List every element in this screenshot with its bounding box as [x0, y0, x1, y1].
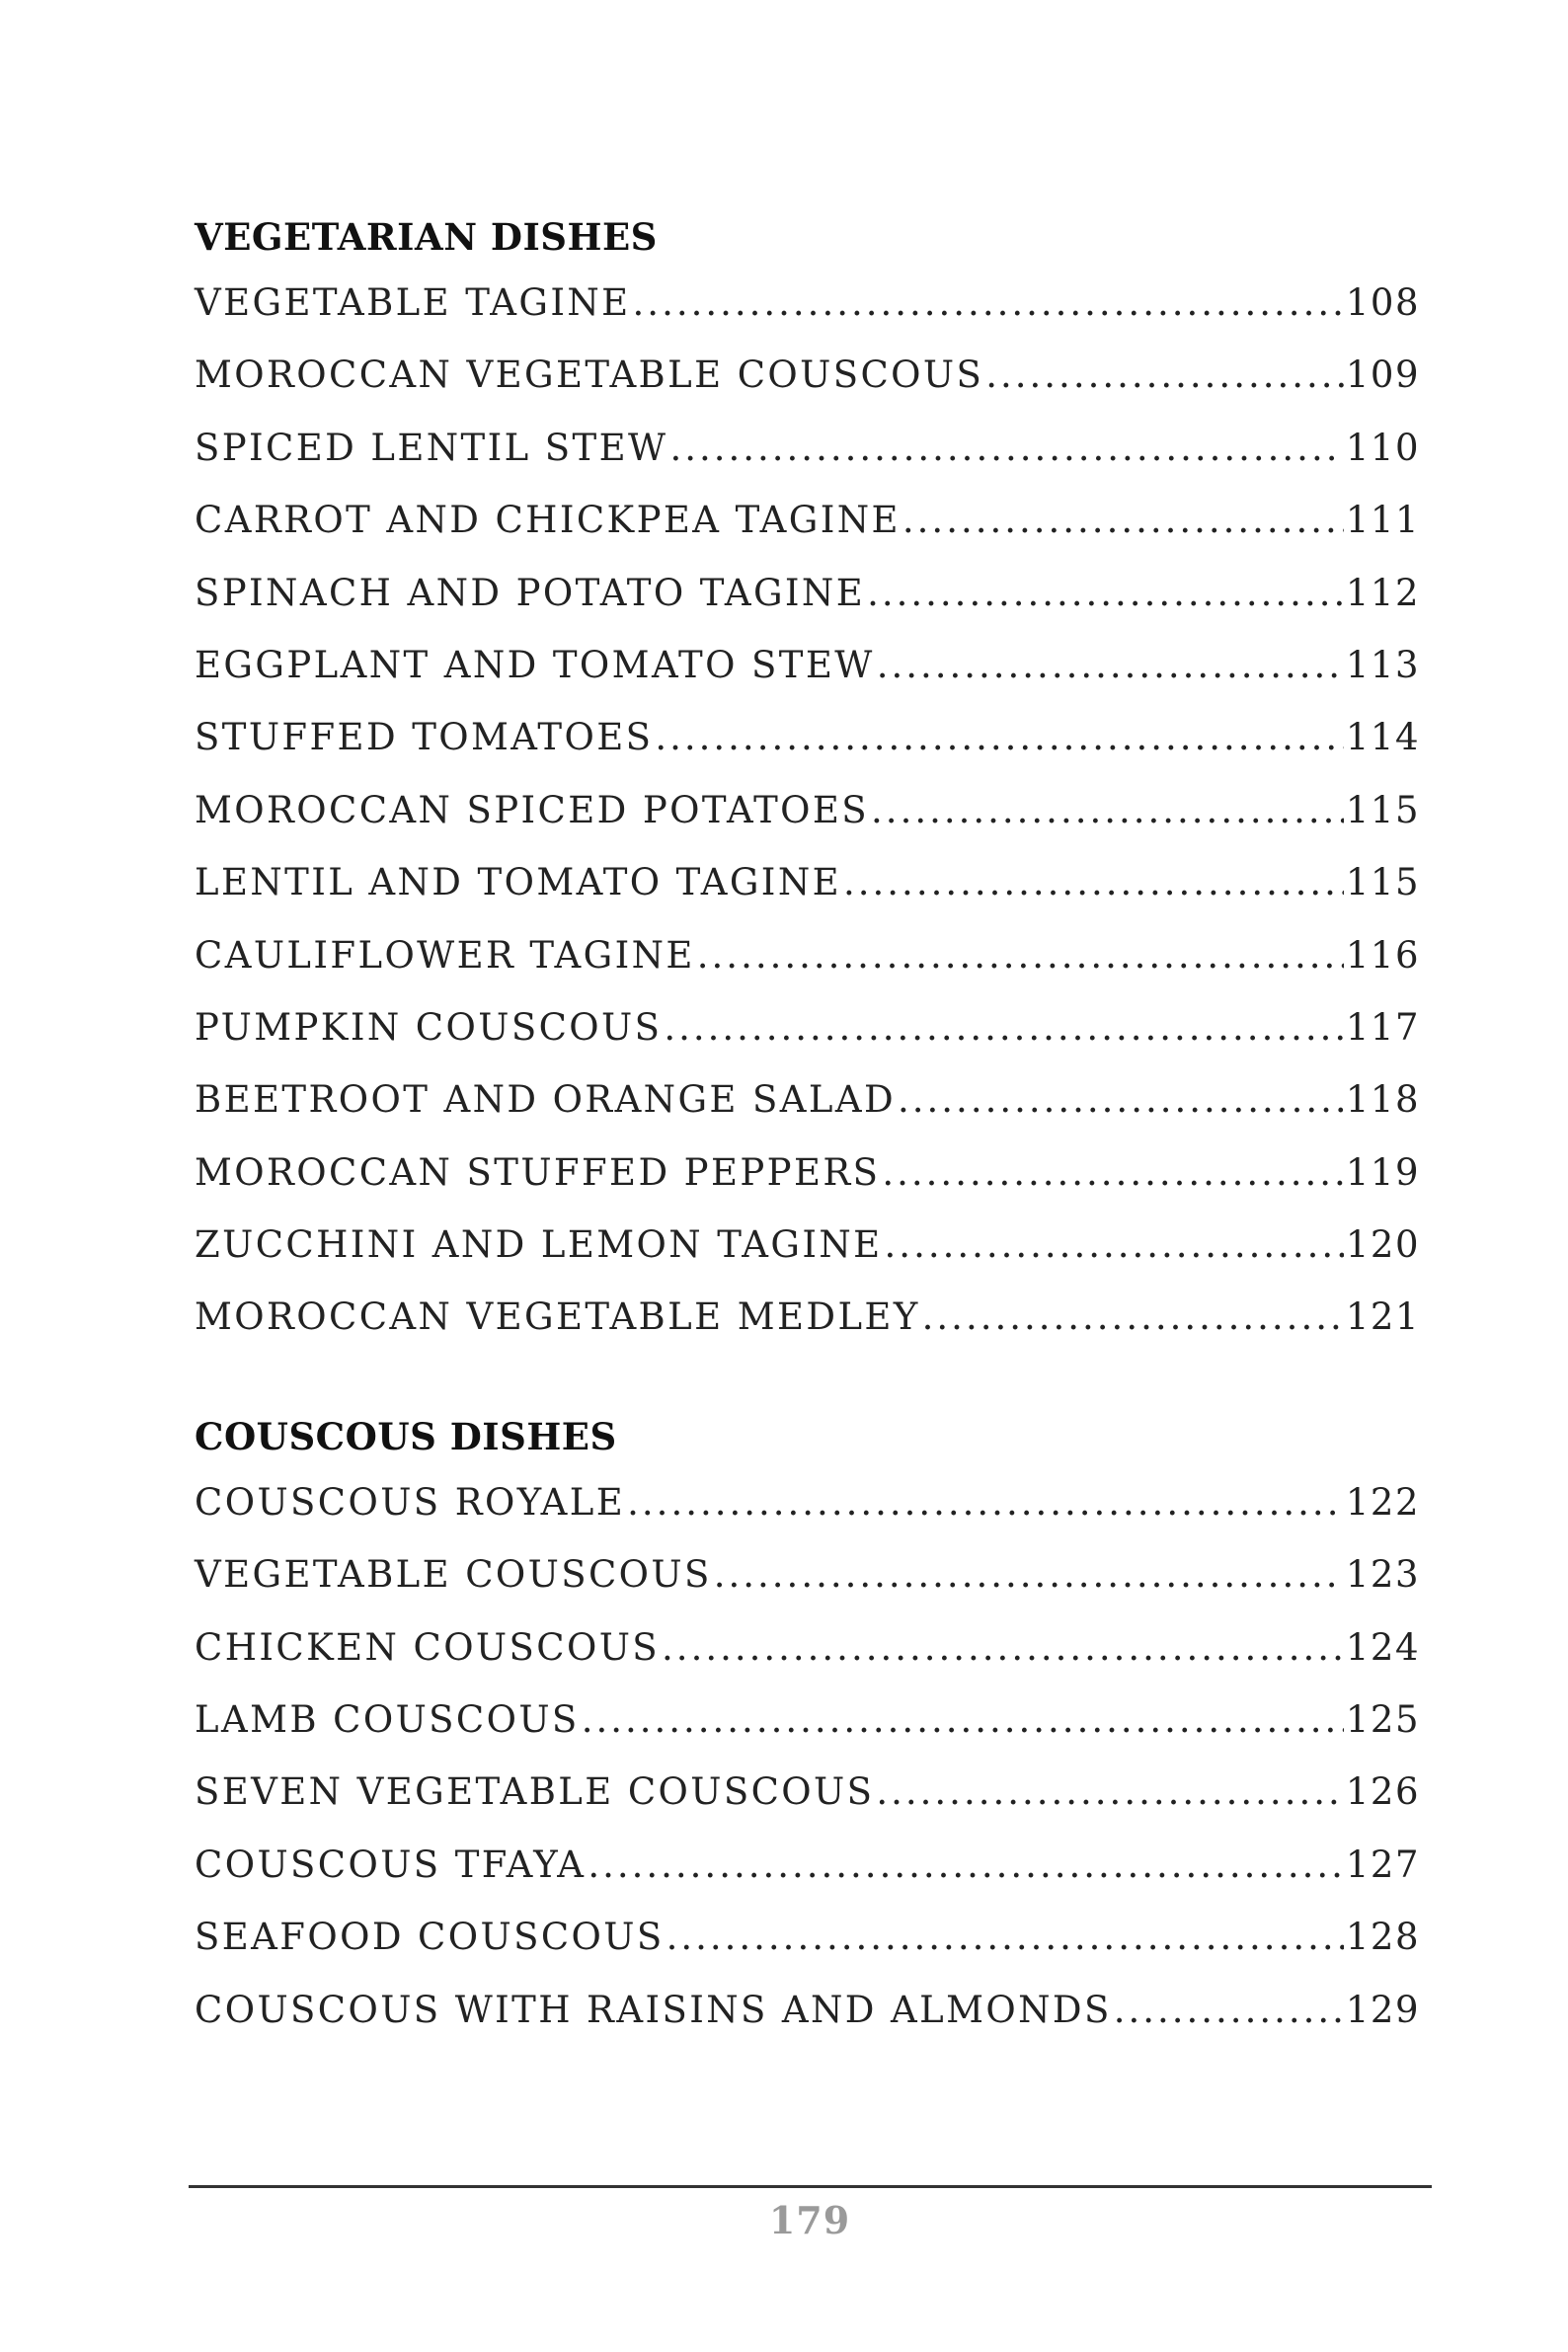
dot-leader — [843, 846, 1344, 918]
dot-leader — [885, 1209, 1344, 1281]
page-number: 179 — [768, 2198, 851, 2242]
entry-title: COUSCOUS ROYALE — [195, 1480, 626, 1524]
dot-leader — [664, 991, 1344, 1063]
dot-leader — [627, 1466, 1344, 1538]
toc-entry[interactable] — [195, 1684, 1420, 1756]
entry-title: STUFFED TOMATOES — [195, 716, 654, 759]
dot-leader — [633, 267, 1344, 339]
entry-page-number: 108 — [1345, 281, 1420, 324]
toc-entry[interactable] — [195, 919, 1420, 991]
dot-leader — [714, 1538, 1344, 1610]
entry-page-number: 112 — [1345, 571, 1420, 614]
entry-title: CAULIFLOWER TAGINE — [195, 933, 695, 977]
toc-section-couscous — [195, 1407, 1420, 2046]
entry-page-number: 129 — [1345, 1988, 1420, 2031]
dot-leader — [876, 1756, 1344, 1828]
entry-page-number: 120 — [1345, 1223, 1420, 1267]
dot-leader — [662, 1611, 1344, 1684]
entry-page-number: 111 — [1345, 499, 1420, 542]
entry-page-number: 110 — [1345, 426, 1420, 469]
toc-entry[interactable] — [195, 412, 1420, 484]
toc-entry[interactable] — [195, 846, 1420, 918]
dot-leader — [902, 484, 1344, 556]
dot-leader — [867, 557, 1344, 629]
entry-page-number: 126 — [1345, 1770, 1420, 1814]
entry-page-number: 119 — [1345, 1150, 1420, 1194]
toc-entry[interactable] — [195, 1538, 1420, 1610]
dot-leader — [588, 1829, 1344, 1901]
entry-title: MOROCCAN SPICED POTATOES — [195, 788, 870, 831]
dot-leader — [666, 1901, 1344, 1973]
toc-entry[interactable] — [195, 1901, 1420, 1973]
entry-page-number: 121 — [1345, 1295, 1420, 1339]
toc-section-vegetarian — [195, 207, 1420, 1354]
entry-page-number: 128 — [1345, 1916, 1420, 1959]
toc-entry[interactable] — [195, 1281, 1420, 1353]
entry-page-number: 109 — [1345, 353, 1420, 397]
entry-title: CARROT AND CHICKPEA TAGINE — [195, 499, 901, 542]
toc-entry[interactable] — [195, 339, 1420, 411]
entry-title: LAMB COUSCOUS — [195, 1698, 580, 1742]
entry-title: CHICKEN COUSCOUS — [195, 1625, 661, 1669]
entry-title: SPINACH AND POTATO TAGINE — [195, 571, 866, 614]
toc-entry[interactable] — [195, 1611, 1420, 1684]
entry-title: COUSCOUS WITH RAISINS AND ALMONDS — [195, 1988, 1112, 2031]
entry-title: LENTIL AND TOMATO TAGINE — [195, 861, 842, 904]
entry-page-number: 116 — [1345, 933, 1420, 977]
toc-entry[interactable] — [195, 991, 1420, 1063]
dot-leader — [898, 1063, 1344, 1136]
entry-page-number: 117 — [1345, 1005, 1420, 1049]
dot-leader — [697, 919, 1344, 991]
entry-title: SEVEN VEGETABLE COUSCOUS — [195, 1770, 875, 1814]
toc-entry[interactable] — [195, 1466, 1420, 1538]
toc-entry[interactable] — [195, 1209, 1420, 1281]
entry-page-number: 115 — [1345, 861, 1420, 904]
table-of-contents — [195, 207, 1420, 2046]
dot-leader — [871, 774, 1344, 846]
entry-page-number: 127 — [1345, 1842, 1420, 1886]
dot-leader — [922, 1281, 1344, 1353]
toc-entry[interactable] — [195, 1756, 1420, 1828]
toc-entry[interactable] — [195, 774, 1420, 846]
entry-title: MOROCCAN STUFFED PEPPERS — [195, 1150, 881, 1194]
entry-title: SEAFOOD COUSCOUS — [195, 1916, 665, 1959]
entry-title: EGGPLANT AND TOMATO STEW — [195, 643, 875, 686]
entry-page-number: 118 — [1345, 1078, 1420, 1122]
entry-page-number: 124 — [1345, 1625, 1420, 1669]
entry-page-number: 115 — [1345, 788, 1420, 831]
entry-title: PUMPKIN COUSCOUS — [195, 1005, 663, 1049]
dot-leader — [655, 701, 1344, 773]
toc-entry[interactable] — [195, 1974, 1420, 2046]
entry-title: SPICED LENTIL STEW — [195, 426, 668, 469]
entry-title: MOROCCAN VEGETABLE COUSCOUS — [195, 353, 984, 397]
toc-entry[interactable] — [195, 701, 1420, 773]
section-heading: COUSCOUS DISHES — [195, 1414, 617, 1458]
dot-leader — [882, 1137, 1343, 1209]
entry-title: VEGETABLE TAGINE — [195, 281, 631, 324]
dot-leader — [985, 339, 1344, 411]
entry-title: COUSCOUS TFAYA — [195, 1842, 587, 1886]
toc-entry[interactable] — [195, 629, 1420, 701]
toc-entry[interactable] — [195, 1063, 1420, 1136]
footer-divider — [189, 2185, 1432, 2188]
toc-entry[interactable] — [195, 557, 1420, 629]
section-heading: VEGETARIAN DISHES — [195, 215, 658, 259]
toc-entry[interactable] — [195, 1137, 1420, 1209]
entry-page-number: 122 — [1345, 1480, 1420, 1524]
entry-page-number: 125 — [1345, 1698, 1420, 1742]
entry-title: ZUCCHINI AND LEMON TAGINE — [195, 1223, 883, 1267]
dot-leader — [1114, 1974, 1344, 2046]
dot-leader — [877, 629, 1344, 701]
dot-leader — [669, 412, 1343, 484]
toc-entry[interactable] — [195, 1829, 1420, 1901]
entry-title: VEGETABLE COUSCOUS — [195, 1553, 712, 1597]
toc-entry[interactable] — [195, 267, 1420, 339]
entry-page-number: 113 — [1345, 643, 1420, 686]
toc-entry[interactable] — [195, 484, 1420, 556]
entry-page-number: 123 — [1345, 1553, 1420, 1597]
entry-page-number: 114 — [1345, 716, 1420, 759]
dot-leader — [582, 1684, 1344, 1756]
entry-title: MOROCCAN VEGETABLE MEDLEY — [195, 1295, 920, 1339]
entry-title: BEETROOT AND ORANGE SALAD — [195, 1078, 897, 1122]
